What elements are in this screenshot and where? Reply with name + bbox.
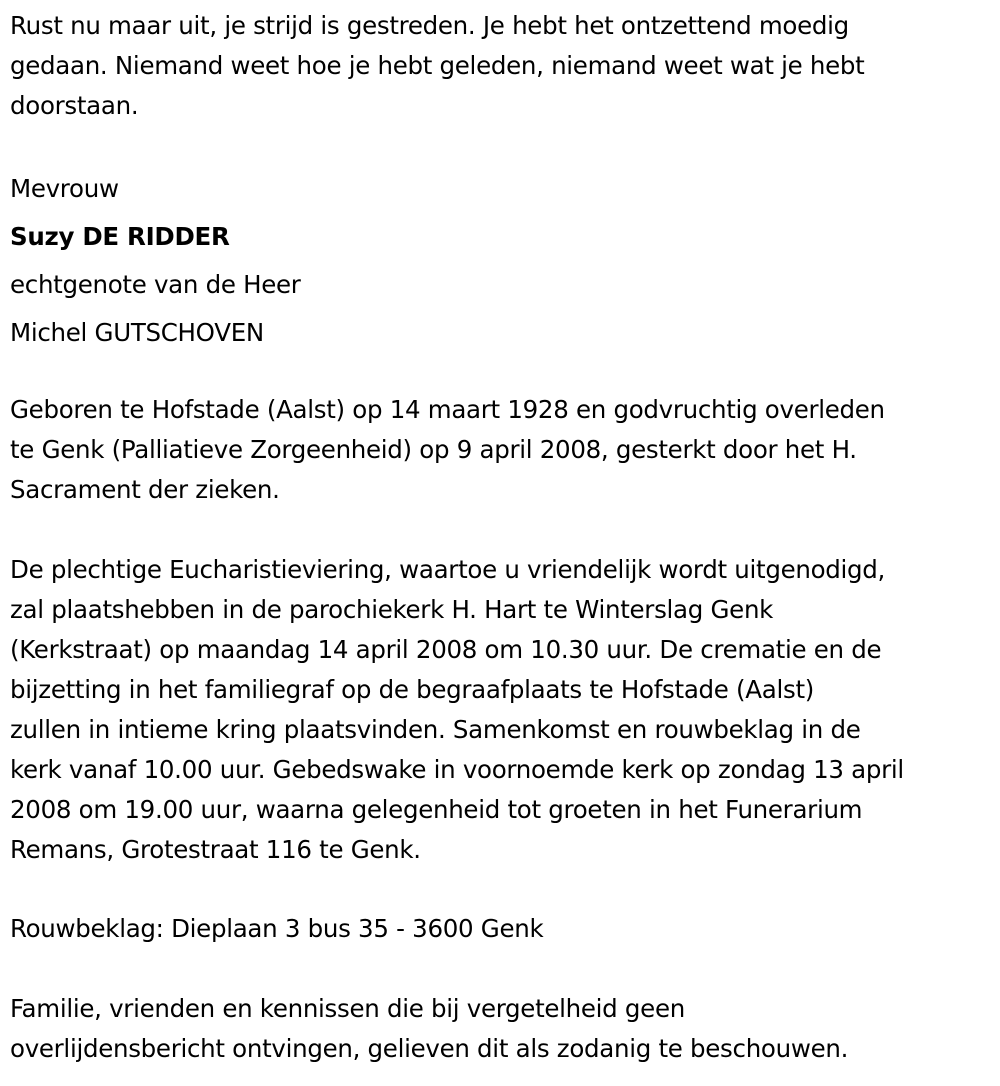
closing-line: overlijdensbericht ontvingen, gelieven dit als zodanig te beschouwen. [10, 1034, 849, 1063]
condolence-address: Rouwbeklag: Dieplaan 3 bus 35 - 3600 Genk [10, 914, 544, 943]
condolence-paragraph [10, 909, 543, 949]
birth-death-line: te Genk (Palliatieve Zorgeenheid) op 9 april 2008, gesterkt door het H. [10, 435, 857, 464]
ceremony-line: De plechtige Eucharistieviering, waartoe u vriendelijk wordt uitgenodigd, [10, 555, 886, 584]
verse-paragraph [10, 6, 864, 126]
ceremony-line: 2008 om 19.00 uur, waarna gelegenheid tot groeten in het Funerarium [10, 795, 863, 824]
birth-death-paragraph [10, 390, 885, 510]
closing-paragraph [10, 989, 848, 1069]
verse-line: Rust nu maar uit, je strijd is gestreden. Je hebt het ontzettend moedig [10, 11, 849, 40]
birth-death-line: Geboren te Hofstade (Aalst) op 14 maart 1928 en godvruchtig overleden [10, 395, 885, 424]
ceremony-line: (Kerkstraat) op maandag 14 april 2008 om 10.30 uur. De crematie en de [10, 635, 882, 664]
deceased-name: Suzy DE RIDDER [10, 222, 230, 251]
closing-line: Familie, vrienden en kennissen die bij vergetelheid geen [10, 994, 685, 1023]
ceremony-paragraph [10, 550, 904, 870]
verse-line: doorstaan. [10, 91, 139, 120]
ceremony-line: Remans, Grotestraat 116 te Genk. [10, 835, 421, 864]
ceremony-line: zullen in intieme kring plaatsvinden. Samenkomst en rouwbeklag in de [10, 715, 861, 744]
birth-death-line: Sacrament der zieken. [10, 475, 280, 504]
deceased-title: Mevrouw [10, 174, 119, 203]
ceremony-line: bijzetting in het familiegraf op de begraafplaats te Hofstade (Aalst) [10, 675, 815, 704]
verse-line: gedaan. Niemand weet hoe je hebt geleden, niemand weet wat je hebt [10, 51, 865, 80]
ceremony-line: zal plaatshebben in de parochiekerk H. Hart te Winterslag Genk [10, 595, 774, 624]
deceased-block [10, 165, 301, 357]
deceased-spouse: Michel GUTSCHOVEN [10, 318, 264, 347]
ceremony-line: kerk vanaf 10.00 uur. Gebedswake in voornoemde kerk op zondag 13 april [10, 755, 904, 784]
deceased-relation: echtgenote van de Heer [10, 270, 301, 299]
